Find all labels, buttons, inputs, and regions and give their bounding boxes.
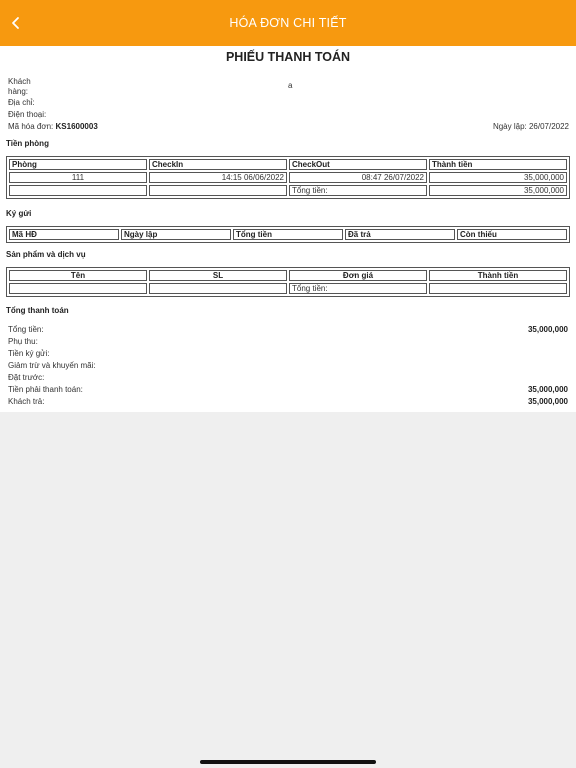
checkin-time: 14:15 06/06/2022 xyxy=(149,172,287,183)
invoice-id-value: KS1600003 xyxy=(55,122,98,131)
summary-label: Tiền phải thanh toán: xyxy=(8,385,83,394)
deposit-section-title: Ký gửi xyxy=(6,209,32,218)
summary-label: Tiền ký gửi: xyxy=(8,349,50,358)
header-title: HÓA ĐƠN CHI TIẾT xyxy=(229,16,347,30)
column-header: Tổng tiền xyxy=(233,229,343,240)
summary-row xyxy=(8,348,568,359)
checkout-time: 08:47 26/07/2022 xyxy=(289,172,427,183)
invoice-date: Ngày lập: 26/07/2022 xyxy=(492,122,569,131)
empty-cell xyxy=(429,283,567,294)
table-header-row xyxy=(9,159,567,170)
summary-value: 35,000,000 xyxy=(527,397,568,406)
room-total-label: Tổng tiền: xyxy=(289,185,427,196)
summary-row xyxy=(8,336,568,347)
column-header: SL xyxy=(149,270,287,281)
empty-cell xyxy=(9,283,147,294)
summary-value: 35,000,000 xyxy=(527,385,568,394)
column-header: Còn thiếu xyxy=(457,229,567,240)
summary-section-title: Tổng thanh toán xyxy=(6,306,69,315)
customer-name-label: Khách hàng: xyxy=(8,77,31,96)
invoice-content xyxy=(0,46,576,412)
column-header: Ngày lập xyxy=(121,229,231,240)
column-header: Phòng xyxy=(9,159,147,170)
column-header: Đã trả xyxy=(345,229,455,240)
product-section-title: Sản phẩm và dịch vụ xyxy=(6,250,86,259)
empty-cell xyxy=(9,185,147,196)
column-header: Thành tiền xyxy=(429,159,567,170)
product-total-label: Tổng tiền: xyxy=(289,283,427,294)
summary-row xyxy=(8,384,568,395)
summary-row xyxy=(8,396,568,407)
summary-row xyxy=(8,360,568,371)
column-header: Mã HĐ xyxy=(9,229,119,240)
room-number: 111 xyxy=(9,172,147,183)
product-table xyxy=(6,267,570,297)
table-total-row xyxy=(9,185,567,196)
summary-label: Phụ thu: xyxy=(8,337,38,346)
empty-cell xyxy=(149,283,287,294)
home-indicator[interactable] xyxy=(200,760,376,764)
table-row xyxy=(9,172,567,183)
column-header: Tên xyxy=(9,270,147,281)
customer-name-value: a xyxy=(288,81,293,90)
invoice-id-label: Mã hóa đơn: xyxy=(8,122,54,131)
summary-value: 35,000,000 xyxy=(527,325,568,334)
room-amount: 35,000,000 xyxy=(429,172,567,183)
summary-label: Đặt trước: xyxy=(8,373,45,382)
chevron-left-icon xyxy=(10,16,22,30)
room-table xyxy=(6,156,570,199)
empty-cell xyxy=(149,185,287,196)
table-header-row xyxy=(9,229,567,240)
column-header: CheckOut xyxy=(289,159,427,170)
top-app-bar xyxy=(0,0,576,46)
table-total-row xyxy=(9,283,567,294)
phone-label: Điện thoại: xyxy=(8,110,47,119)
column-header: CheckIn xyxy=(149,159,287,170)
column-header: Thành tiền xyxy=(429,270,567,281)
column-header: Đơn giá xyxy=(289,270,427,281)
summary-label: Khách trả: xyxy=(8,397,45,406)
summary-row xyxy=(8,324,568,335)
invoice-id-row xyxy=(8,122,98,132)
room-total-value: 35,000,000 xyxy=(429,185,567,196)
address-label: Địa chỉ: xyxy=(8,98,35,107)
summary-label: Tổng tiền: xyxy=(8,325,44,334)
back-button[interactable] xyxy=(6,13,26,33)
document-title: PHIẾU THANH TOÁN xyxy=(225,50,351,64)
room-section-title: Tiền phòng xyxy=(6,139,49,148)
deposit-table xyxy=(6,226,570,243)
table-header-row xyxy=(9,270,567,281)
summary-row xyxy=(8,372,568,383)
summary-label: Giảm trừ và khuyến mãi: xyxy=(8,361,96,370)
